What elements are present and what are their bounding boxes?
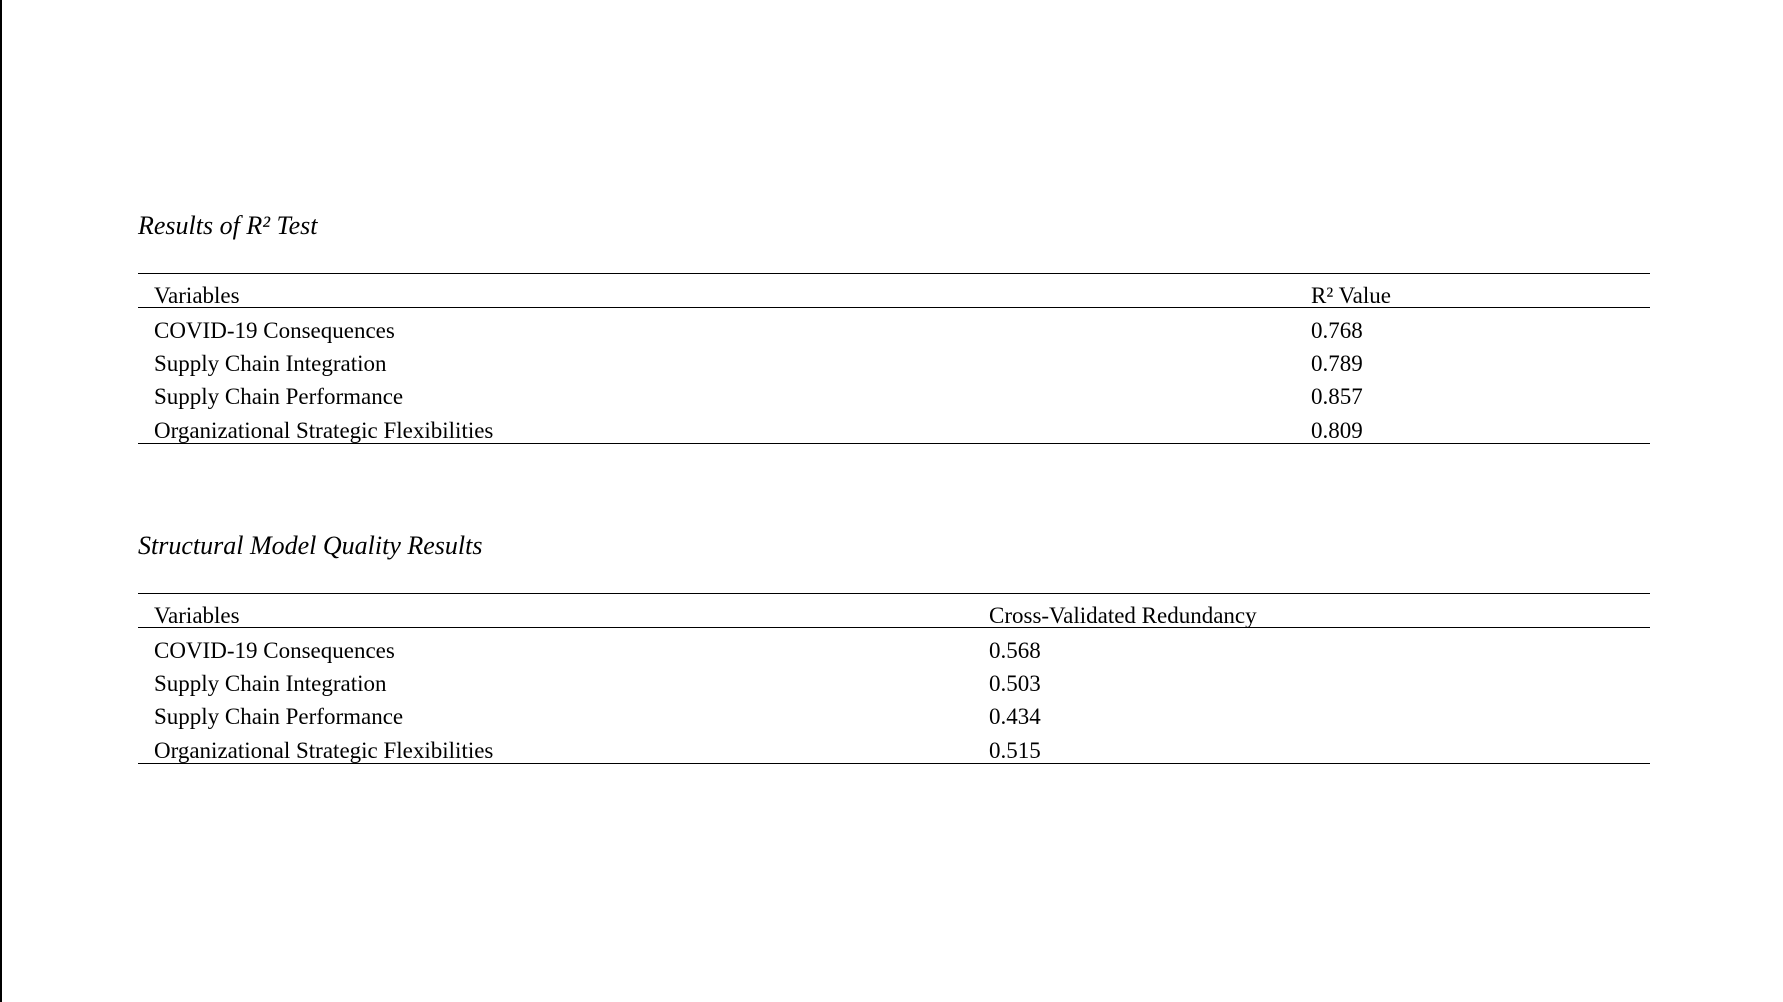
- table2-title: Structural Model Quality Results: [138, 531, 483, 560]
- table2-row-variable: Supply Chain Integration: [154, 671, 387, 696]
- table1-title: Results of R² Test: [138, 211, 318, 240]
- table1-row-variable: Organizational Strategic Flexibilities: [154, 418, 494, 443]
- table1-header-rule: [138, 307, 1650, 308]
- page-left-border: [0, 0, 2, 1002]
- table1-row-value: 0.768: [1311, 318, 1363, 343]
- table2-row-value: 0.503: [989, 671, 1041, 696]
- table2-header-rule: [138, 627, 1650, 628]
- table1-row-value: 0.789: [1311, 351, 1363, 376]
- table1-row-value: 0.857: [1311, 384, 1363, 409]
- table1-row-variable: COVID-19 Consequences: [154, 318, 395, 343]
- table1-top-rule: [138, 273, 1650, 274]
- table2-row-variable: Supply Chain Performance: [154, 704, 404, 729]
- table2-bottom-rule: [138, 763, 1650, 764]
- table1-row-value: 0.809: [1311, 418, 1363, 443]
- table2-row-value: 0.568: [989, 638, 1041, 663]
- table1-header-value: R² Value: [1311, 283, 1391, 308]
- table1-row-variable: Supply Chain Performance: [154, 384, 404, 409]
- table1-bottom-rule: [138, 443, 1650, 444]
- table1-header-variables: Variables: [154, 283, 240, 308]
- table1-row-variable: Supply Chain Integration: [154, 351, 387, 376]
- table2-header-variables: Variables: [154, 603, 240, 628]
- table2-top-rule: [138, 593, 1650, 594]
- table2-row-variable: Organizational Strategic Flexibilities: [154, 738, 494, 763]
- table2-row-value: 0.515: [989, 738, 1041, 763]
- table2-row-value: 0.434: [989, 704, 1041, 729]
- table2-row-variable: COVID-19 Consequences: [154, 638, 395, 663]
- table2-header-value: Cross-Validated Redundancy: [989, 603, 1257, 628]
